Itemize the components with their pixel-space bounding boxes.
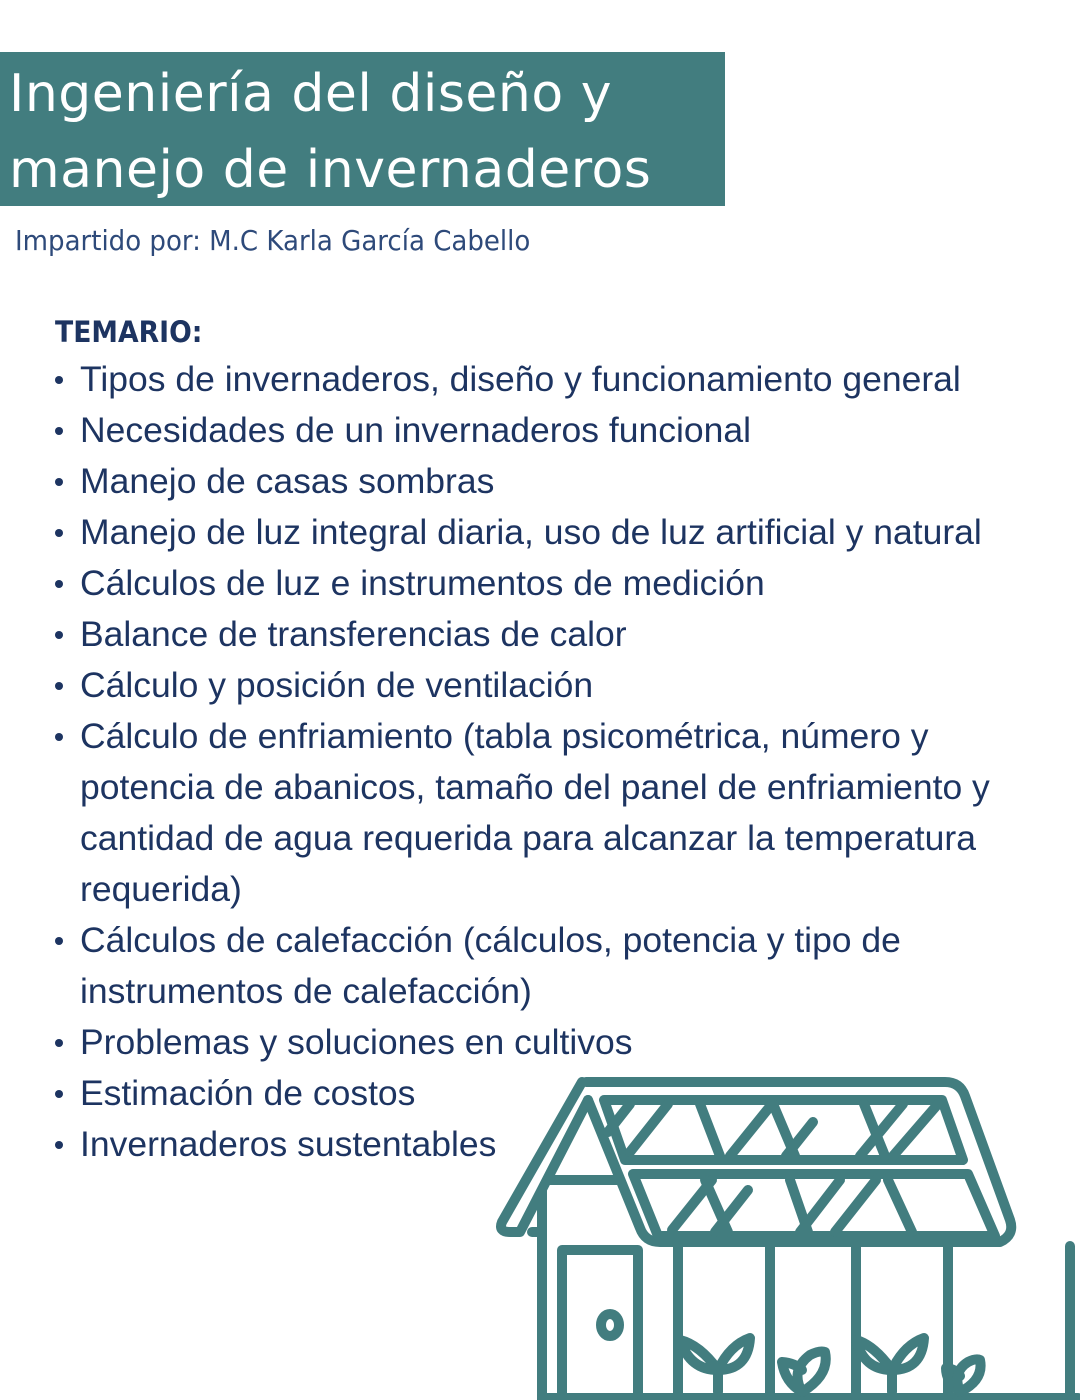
instructor-subtitle: Impartido por: M.C Karla García Cabello <box>15 224 531 257</box>
temario-heading: TEMARIO: <box>55 315 203 349</box>
bullet-icon <box>55 580 63 588</box>
list-item: Cálculo de enfriamiento (tabla psicométrica, número y potencia de abanicos, tamaño del panel de enfriamiento y cantidad de agua requerida para alcanzar la temperatura requerida) <box>55 711 1025 915</box>
bullet-icon <box>55 427 63 435</box>
greenhouse-icon <box>490 1070 1080 1400</box>
list-item: Balance de transferencias de calor <box>55 609 1045 660</box>
list-item: Manejo de casas sombras <box>55 456 1045 507</box>
bullet-icon <box>55 733 63 741</box>
bullet-icon <box>55 1141 63 1149</box>
list-item: Cálculo y posición de ventilación <box>55 660 1045 711</box>
topic-list <box>55 354 1045 1170</box>
bullet-icon <box>55 631 63 639</box>
list-item: Invernaderos sustentables <box>55 1119 1045 1170</box>
list-item: Problemas y soluciones en cultivos <box>55 1017 1045 1068</box>
list-item: Cálculos de calefacción (cálculos, potencia y tipo de instrumentos de calefacción) <box>55 915 960 1017</box>
bullet-icon <box>55 682 63 690</box>
title-line-1: Ingeniería del diseño y <box>9 64 612 124</box>
list-item: Necesidades de un invernaderos funcional <box>55 405 1045 456</box>
list-item: Manejo de luz integral diaria, uso de luz artificial y natural <box>55 507 1045 558</box>
bullet-icon <box>55 1039 63 1047</box>
list-item: Cálculos de luz e instrumentos de medición <box>55 558 1045 609</box>
bullet-icon <box>55 529 63 537</box>
bullet-icon <box>55 1090 63 1098</box>
list-item: Tipos de invernaderos, diseño y funcionamiento general <box>55 354 1045 405</box>
bullet-icon <box>55 937 63 945</box>
bullet-icon <box>55 376 63 384</box>
title-banner <box>0 52 725 206</box>
title-line-2: manejo de invernaderos <box>9 140 652 200</box>
bullet-icon <box>55 478 63 486</box>
list-item: Estimación de costos <box>55 1068 1045 1119</box>
